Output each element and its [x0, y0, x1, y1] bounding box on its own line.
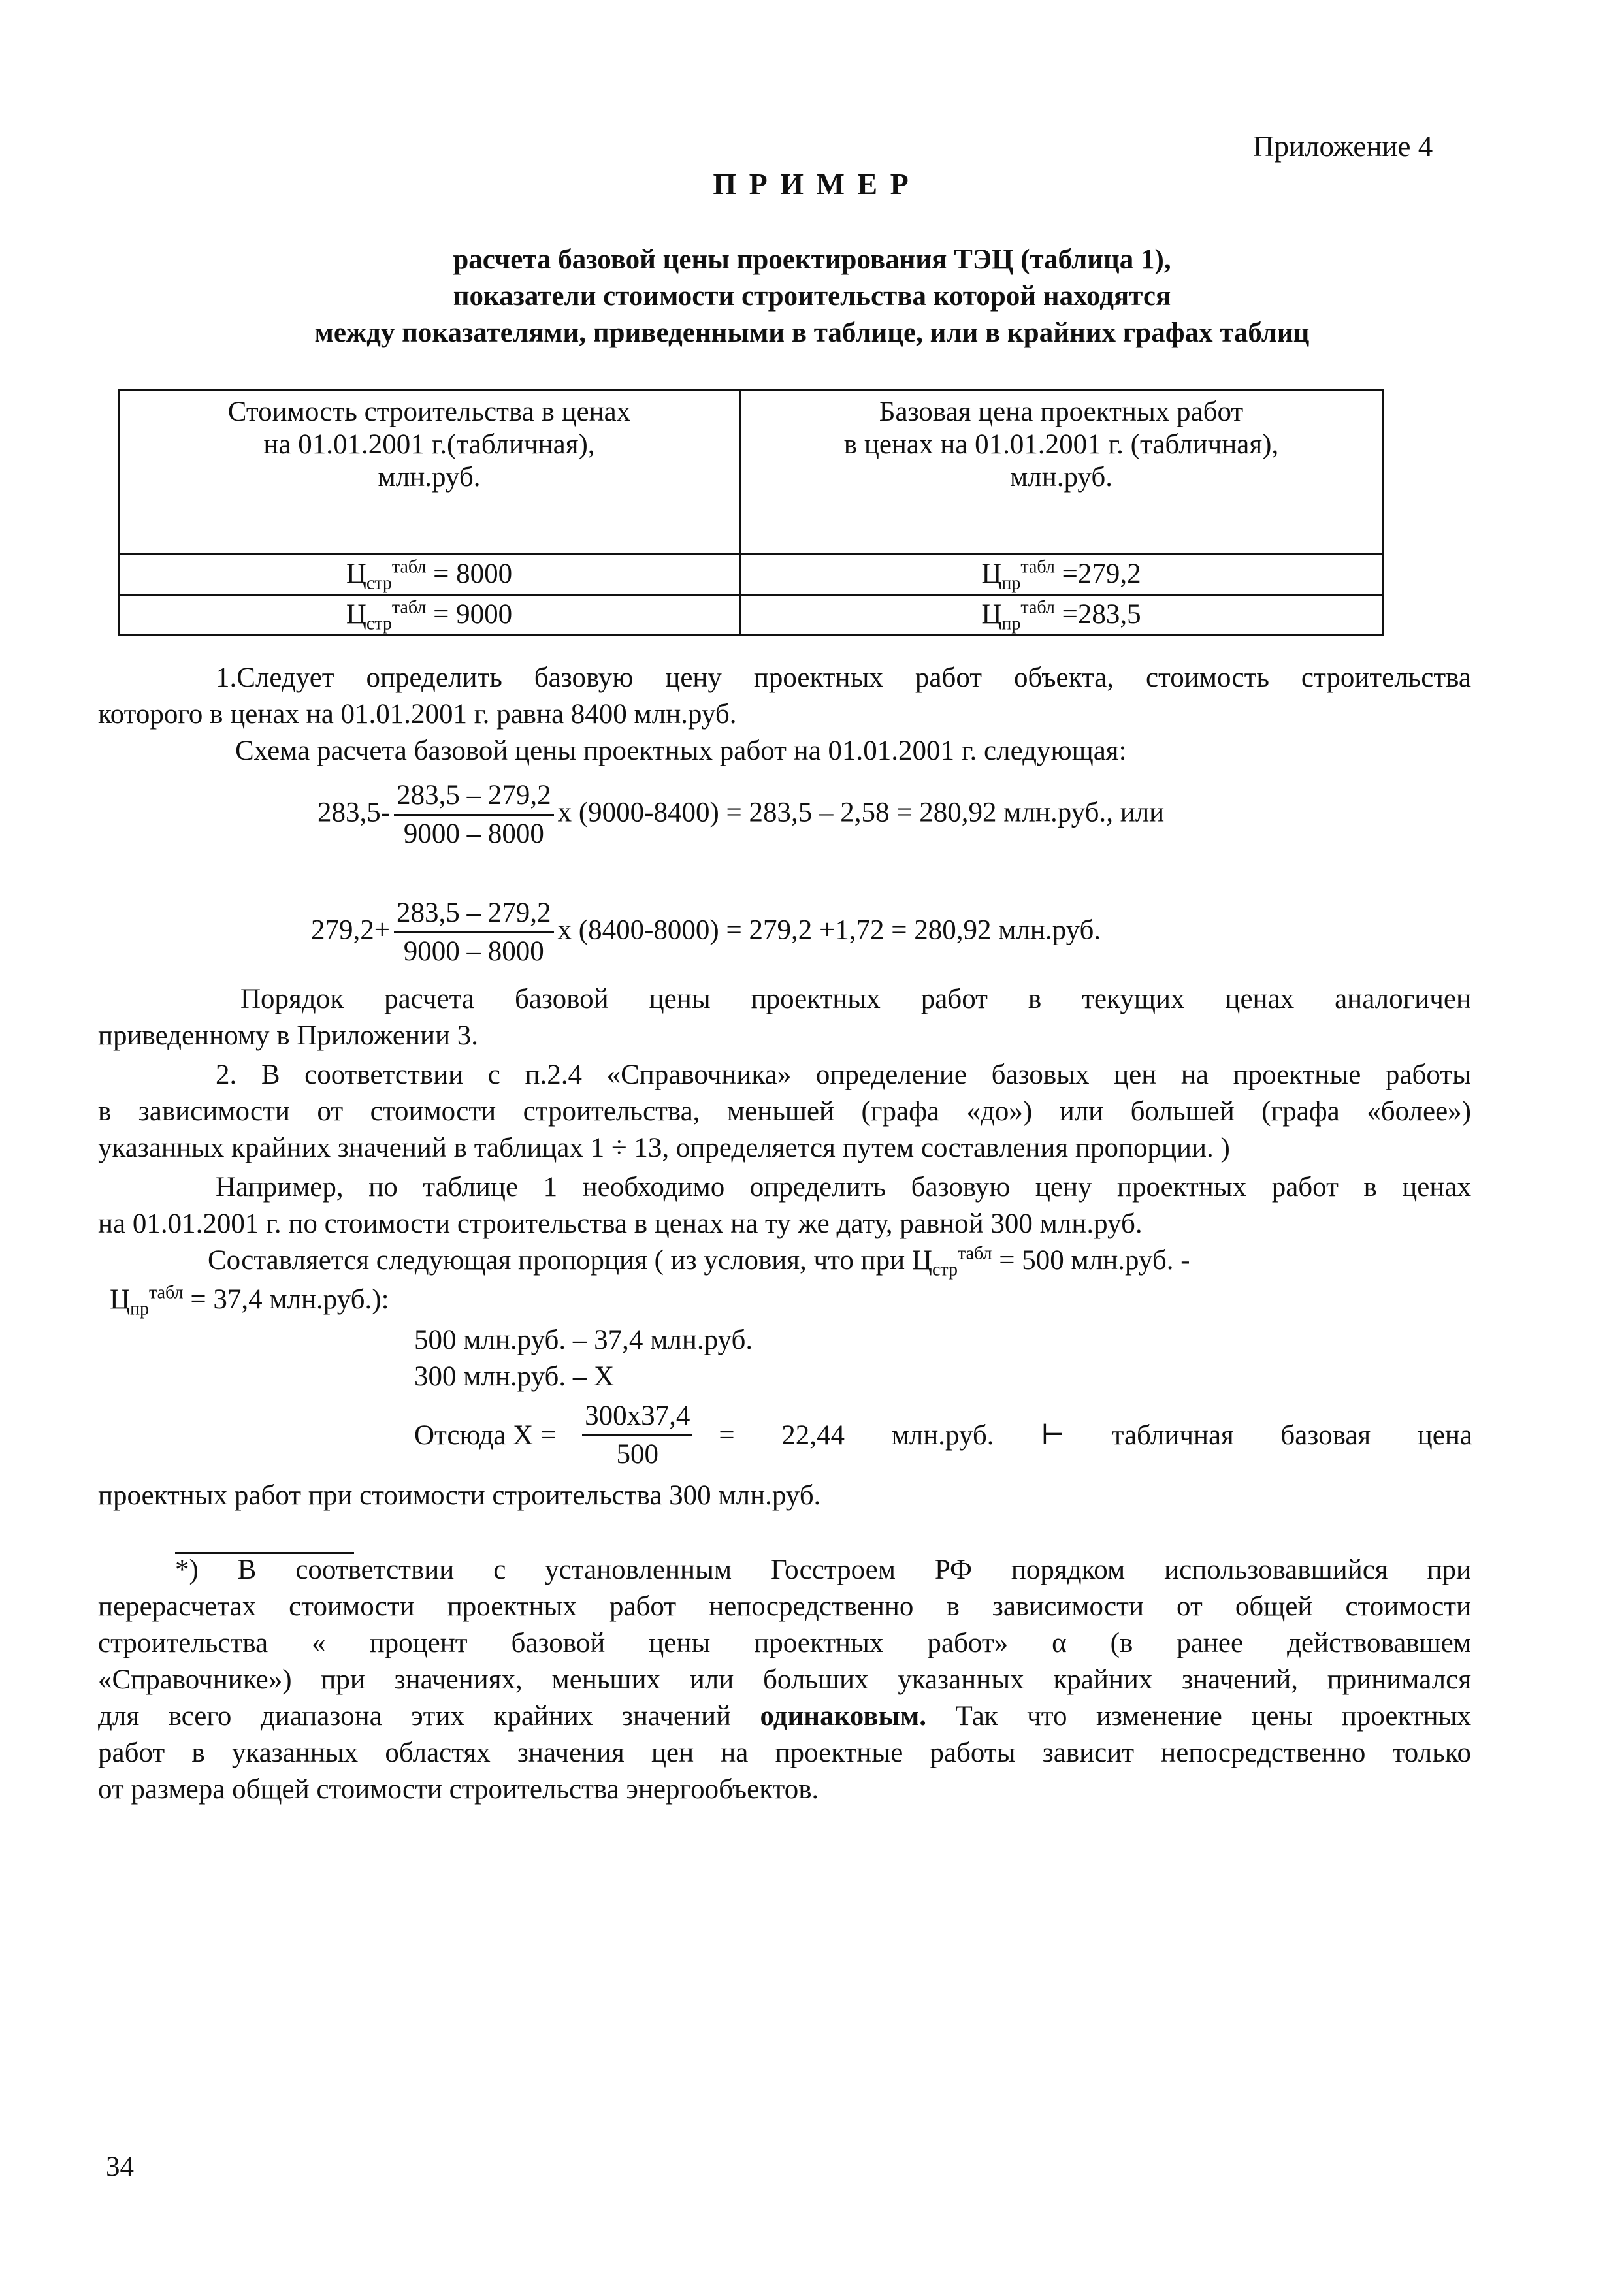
footnote-line-1: *) В соответствии с установленным Госстроем РФ порядком использовавшийся при	[175, 1555, 1471, 1585]
table-cell: $Ц_{пр}^{табл} =279,2$	[740, 554, 1383, 595]
footnote-line-2: перерасчетах стоимости проектных работ непосредственно в зависимости от общей стоимости	[98, 1591, 1471, 1622]
para1-line-2: которого в ценах на 01.01.2001 г. равна 8400 млн.руб.	[98, 699, 737, 730]
para2-line-1: 2. В соответствии с п.2.4 «Справочника» определение базовых цен на проектные работы	[216, 1059, 1471, 1090]
table-row	[119, 595, 1383, 635]
formula-1	[317, 777, 1164, 852]
table-cell: $Ц_{стр}^{табл} = 8000$	[119, 554, 740, 595]
header-cost-line-3: млн.руб.	[378, 462, 481, 493]
price-table	[118, 389, 1384, 636]
proportion-line-2: $Ц_{пр}^{табл} = 37,4$ млн.руб.):	[110, 1282, 389, 1319]
header-price-line-1: Базовая цена проектных работ	[879, 396, 1244, 427]
header-price-line-2: в ценах на 01.01.2001 г. (табличная),	[843, 429, 1279, 460]
result-fraction: $\frac{300x37,4}{500}$	[582, 1398, 692, 1473]
order-line-1: Порядок расчета базовой цены проектных работ в текущих ценах аналогичен	[240, 984, 1471, 1014]
footnote-line-4: «Справочнике») при значениях, меньших или больших указанных крайних значений, принимался	[98, 1664, 1471, 1695]
formula-2-suffix: x (8400-8000) = 279,2 +1,72 = 280,92 млн.руб.	[557, 914, 1101, 946]
example-line-2: на 01.01.2001 г. по стоимости строительства в ценах на ту же дату, равной 300 млн.руб.	[98, 1208, 1143, 1239]
proportion-line-1: Составляется следующая пропорция ( из условия, что при $Ц_{стр}^{табл} = 500$ млн.руб. -	[208, 1243, 1190, 1280]
table-header-cell-price	[740, 390, 1383, 554]
footnote-line-7: от размера общей стоимости строительства энергообъектов.	[98, 1774, 819, 1805]
order-line-2: приведенному в Приложении 3.	[98, 1020, 478, 1051]
para2-line-3: указанных крайних значений в таблицах 1 ÷ 13, определяется путем составления пропорции. )	[98, 1133, 1230, 1163]
scheme-line: Схема расчета базовой цены проектных работ на 01.01.2001 г. следующая:	[235, 735, 1127, 766]
proportion-row-1: 500 млн.руб. – 37,4 млн.руб.	[414, 1325, 753, 1355]
subtitle-line-2: показатели стоимости строительства которой находятся	[453, 281, 1171, 312]
header-cost-line-2: на 01.01.2001 г.(табличная),	[263, 429, 595, 460]
para1-line-1: 1.Следует определить базовую цену проектных работ объекта, стоимость строительства	[216, 662, 1471, 693]
para2-line-2: в зависимости от стоимости строительства, меньшей (графа «до») или большей (графа «более»)	[98, 1096, 1471, 1127]
table-cell: $Ц_{стр}^{табл} = 9000$	[119, 595, 740, 635]
page-number: 34	[106, 2152, 134, 2182]
footnote-line-3: строительства « процент базовой цены проектных работ» α (в ранее действовавшем	[98, 1628, 1471, 1658]
example-line-1: Например, по таблице 1 необходимо определить базовую цену проектных работ в ценах	[216, 1172, 1471, 1203]
table-header-cell-cost	[119, 390, 740, 554]
result-tail: = 22,44 млн.руб. ⊢ табличная базовая цена	[719, 1419, 1472, 1451]
result-line-2: проектных работ при стоимости строительства 300 млн.руб.	[98, 1480, 821, 1511]
footnote-line-5: для всего диапазона этих крайних значений одинаковым. Так что изменение цены проектных	[98, 1701, 1471, 1732]
formula-1-prefix: 283,5-	[317, 797, 391, 828]
page-title: П Р И М Е Р	[713, 167, 911, 201]
header-price-line-3: млн.руб.	[1010, 462, 1112, 493]
formula-2-prefix: 279,2+	[311, 914, 391, 946]
subtitle-line-1: расчета базовой цены проектирования ТЭЦ (таблица 1),	[453, 244, 1171, 275]
formula-2-fraction: $\frac{283,5 - 279,2}{9000 - 8000}$	[394, 895, 554, 970]
table-cell: $Ц_{пр}^{табл} =283,5$	[740, 595, 1383, 635]
result-line-1	[414, 1398, 1472, 1473]
subtitle-line-3: между показателями, приведенными в таблице, или в крайних графах таблиц	[314, 317, 1310, 348]
proportion-row-2: 300 млн.руб. – Х	[414, 1361, 615, 1392]
footnote-line-6: работ в указанных областях значения цен на проектные работы зависит непосредственно только	[98, 1737, 1471, 1768]
formula-2	[311, 895, 1101, 970]
header-cost-line-1: Стоимость строительства в ценах	[227, 396, 631, 427]
formula-1-fraction: $\frac{283,5 - 279,2}{9000 - 8000}$	[394, 777, 554, 852]
result-lead: Отсюда Х =	[414, 1419, 557, 1451]
formula-1-suffix: x (9000-8400) = 283,5 – 2,58 = 280,92 млн.руб., или	[557, 797, 1165, 828]
table-row	[119, 554, 1383, 595]
appendix-label: Приложение 4	[1253, 130, 1433, 163]
table-header-row	[119, 390, 1383, 554]
